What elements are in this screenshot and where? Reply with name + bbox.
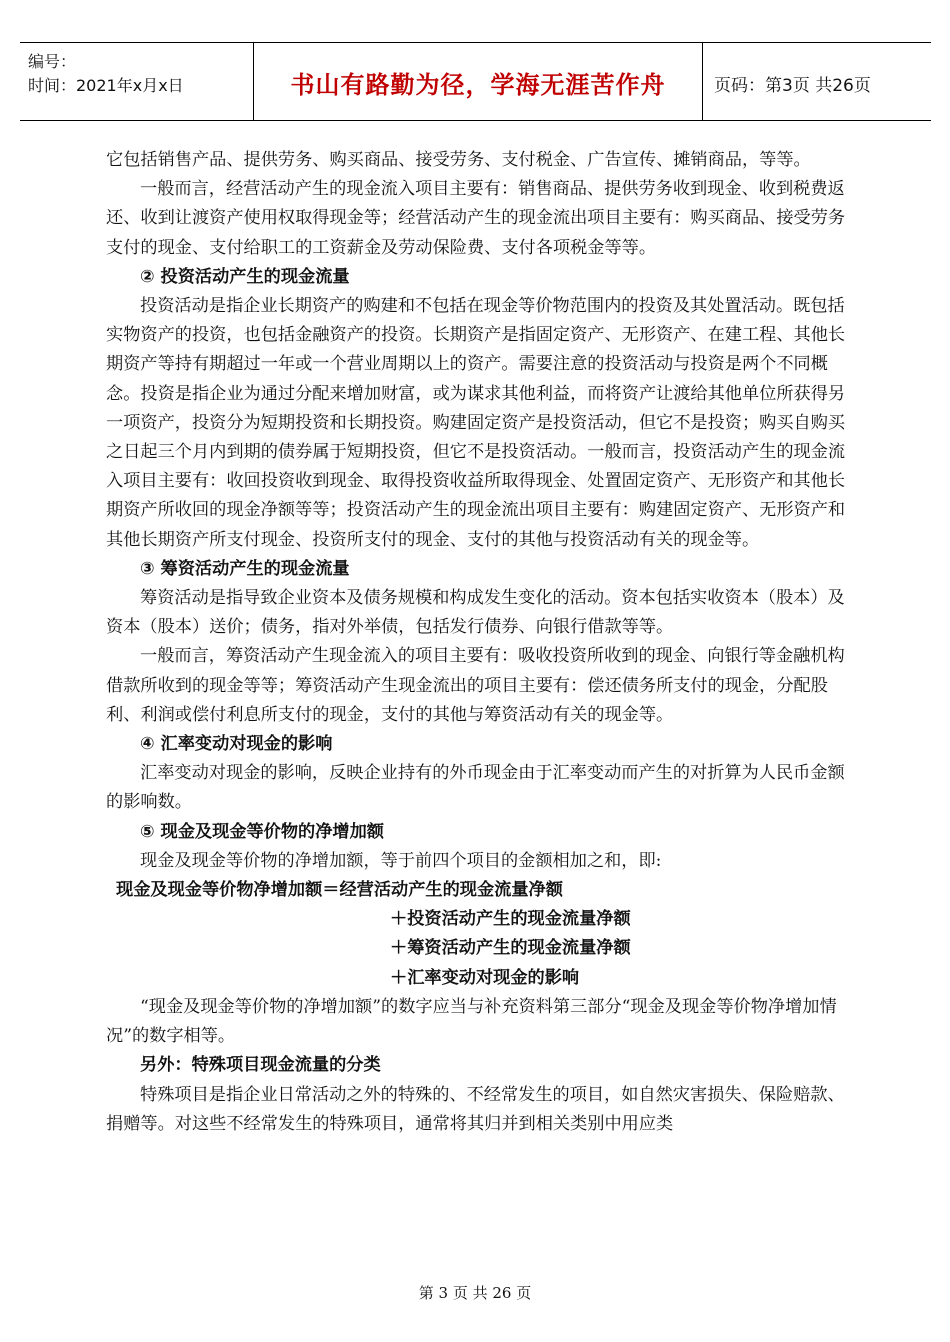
paragraph: 一般而言，筹资活动产生现金流入的项目主要有：吸收投资所收到的现金、向银行等金融机构借款所收到的现金等等；筹资活动产生现金流出的项目主要有：偿还债务所支付的现金，分配股利、利润或偿付利息所支付的现金，支付的其他与筹资活动有关的现金等。 (106, 646, 845, 725)
header-motto: 书山有路勤为径，学海无涯苦作舟 (290, 71, 666, 99)
document-body (106, 146, 846, 1139)
header-page-cell (702, 43, 931, 120)
paragraph: 投资活动是指企业长期资产的购建和不包括在现金等价物范围内的投资及其处置活动。既包括实物资产的投资，也包括金融资产的投资。长期资产是指固定资产、无形资产、在建工程、其他长期资产等持有期超过一年或一个营业周期以上的资产。需要注意的投资活动与投资是两个不同概念。投资是指企业为通过分配来增加财富，或为谋求其他利益，而将资产让渡给其他单位所获得另一项资产，投资分为短期投资和长期投资。购建固定资产是投资活动，但它不是投资；购买自购买之日起三个月内到期的债券属于短期投资，但它不是投资活动。一般而言，投资活动产生的现金流入项目主要有：收回投资收到现金、取得投资收益所取得现金、处置固定资产、无形资产和其他长期资产所收回的现金净额等等；投资活动产生的现金流出项目主要有：购建固定资产、无形资产和其他长期资产所支付现金、投资所支付的现金、支付的其他与投资活动有关的现金等。 (106, 296, 846, 550)
formula-line: 现金及现金等价物净增加额＝经营活动产生的现金流量净额 (116, 880, 563, 901)
paragraph: 它包括销售产品、提供劳务、购买商品、接受劳务、支付税金、广告宣传、摊销商品，等等。 (106, 150, 811, 170)
paragraph: 现金及现金等价物的净增加额，等于前四个项目的金额相加之和，即: (140, 850, 662, 871)
paragraph: 一般而言，经营活动产生的现金流入项目主要有：销售商品、提供劳务收到现金、收到税费返还、收到让渡资产使用权取得现金等；经营活动产生的现金流出项目主要有：购买商品、接受劳务支付的现金、支付给职工的工资薪金及劳动保险费、支付各项税金等等。 (106, 179, 846, 258)
page-footer: 第 3 页 共 26 页 (418, 1284, 532, 1302)
section-heading: ② 投资活动产生的现金流量 (140, 266, 350, 287)
header-meta-cell (20, 43, 253, 120)
formula-line: ＋汇率变动对现金的影响 (390, 967, 580, 988)
section-heading: 另外：特殊项目现金流量的分类 (140, 1055, 381, 1076)
paragraph: “现金及现金等价物的净增加额”的数字应当与补充资料第三部分“现金及现金等价物净增加情况”的数字相等。 (106, 996, 837, 1047)
header-page-info: 页码：第3页 共26页 (714, 76, 871, 96)
header-motto-cell (253, 43, 703, 120)
page-header (20, 42, 931, 121)
section-heading: ④ 汇率变动对现金的影响 (140, 734, 333, 755)
formula-line: ＋筹资活动产生的现金流量净额 (390, 938, 631, 959)
document-time-label: 时间：2021年x月x日 (28, 76, 184, 95)
paragraph: 特殊项目是指企业日常活动之外的特殊的、不经常发生的项目，如自然灾害损失、保险赔款、捐赠等。对这些不经常发生的特殊项目，通常将其归并到相关类别中用应类 (106, 1084, 845, 1134)
paragraph: 筹资活动是指导致企业资本及债务规模和构成发生变化的活动。资本包括实收资本（股本）及资本（股本）送价；债务，指对外举债，包括发行债券、向银行借款等等。 (106, 588, 845, 638)
section-heading: ⑤ 现金及现金等价物的净增加额 (140, 821, 384, 842)
formula-line: ＋投资活动产生的现金流量净额 (390, 909, 631, 930)
document-number-label: 编号： (28, 52, 77, 71)
paragraph: 汇率变动对现金的影响，反映企业持有的外币现金由于汇率变动而产生的对折算为人民币金额的影响数。 (106, 763, 845, 813)
section-heading: ③ 筹资活动产生的现金流量 (140, 558, 350, 579)
